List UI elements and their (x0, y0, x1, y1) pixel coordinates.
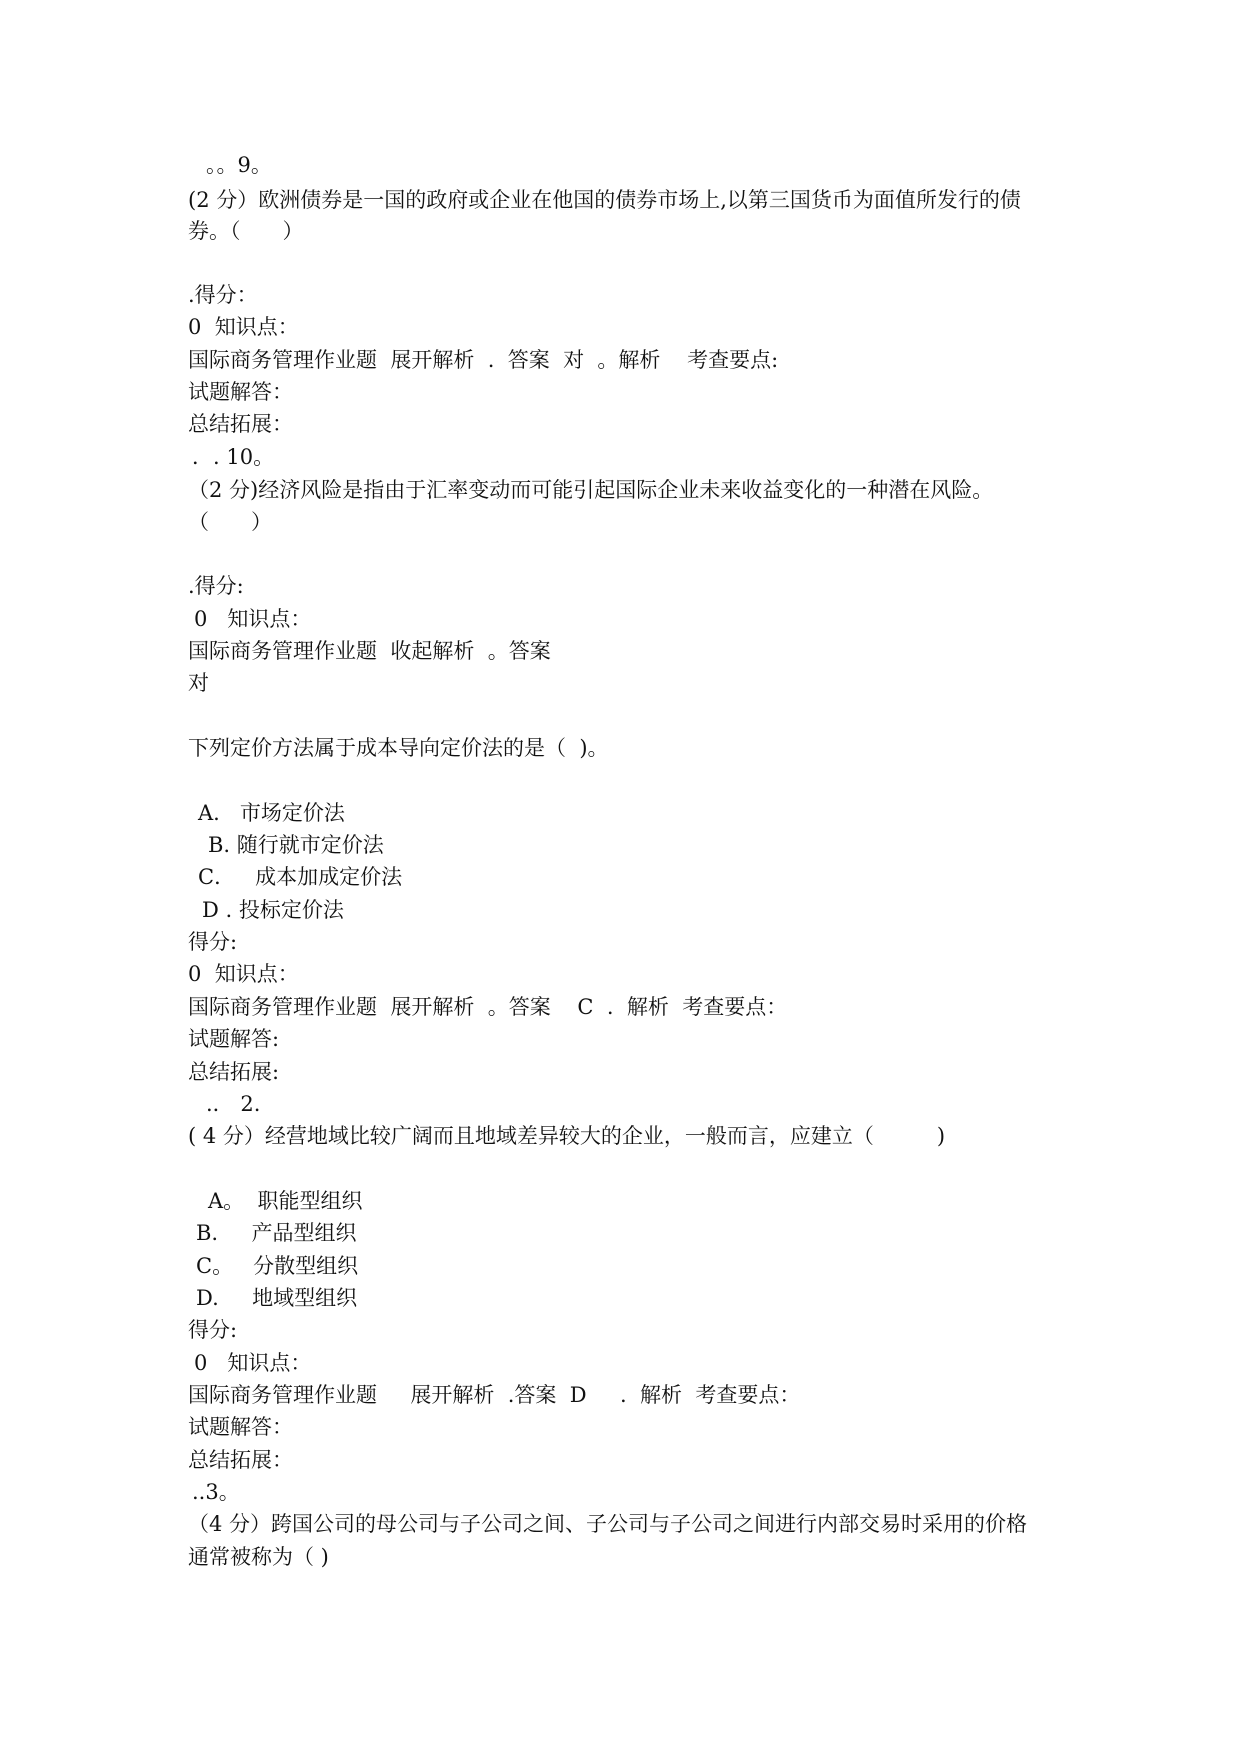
question-number-9: 。。9。 (206, 153, 272, 177)
solution-label: 试题解答： (188, 380, 293, 404)
solution-label: 试题解答: (188, 1027, 280, 1051)
knowledge-point-label: 0 知识点： (194, 1351, 312, 1375)
question-number-3: ..3。 (192, 1480, 240, 1504)
question-10-text-cont: （ ） (188, 510, 272, 534)
score-label: 得分: (188, 930, 238, 954)
knowledge-point-label: 0 知识点： (194, 607, 312, 631)
question-number-2: .． 2. (206, 1092, 261, 1116)
solution-label: 试题解答： (188, 1415, 293, 1439)
option-c: C． 成本加成定价法 (198, 865, 403, 889)
question-3-text-cont: 通常被称为（ ) (188, 1545, 329, 1569)
answer-line: 国际商务管理作业题 展开解析 . 答案 对 。解析 考查要点: (188, 348, 779, 372)
question-2-text: ( 4 分）经营地域比较广阔而且地域差异较大的企业，一般而言，应建立（ ) (188, 1124, 946, 1148)
option-d: D . 投标定价法 (202, 898, 344, 922)
score-label: 得分: (188, 1318, 238, 1342)
option-b: B. 产品型组织 (196, 1221, 357, 1245)
question-pricing-text: 下列定价方法属于成本导向定价法的是（ )。 (188, 736, 609, 760)
score-label: .得分： (188, 283, 258, 307)
summary-label: 总结拓展： (188, 412, 293, 436)
question-3-text: （4 分）跨国公司的母公司与子公司之间、子公司与子公司之间进行内部交易时采用的价格 (188, 1512, 1028, 1536)
summary-label: 总结拓展： (188, 1448, 293, 1472)
option-a: A。 职能型组织 (208, 1189, 363, 1213)
option-a: A. 市场定价法 (198, 801, 345, 825)
option-c: C。 分散型组织 (196, 1254, 359, 1278)
knowledge-point-label: 0 知识点： (188, 315, 299, 339)
answer-line: 国际商务管理作业题 展开解析 .答案 D . 解析 考查要点： (188, 1383, 801, 1407)
score-label: .得分: (188, 574, 244, 598)
answer-value: 对 (188, 671, 209, 695)
answer-line: 国际商务管理作业题 展开解析 。答案 C . 解析 考查要点： (188, 995, 788, 1019)
question-10-text: （2 分)经济风险是指由于汇率变动而可能引起国际企业未来收益变化的一种潜在风险。 (188, 478, 994, 502)
question-9-text: (2 分）欧洲债券是一国的政府或企业在他国的债券市场上,以第三国货币为面值所发行的债 (188, 188, 1021, 212)
option-b: B. 随行就市定价法 (208, 833, 384, 857)
summary-label: 总结拓展: (188, 1060, 280, 1084)
question-9-text-cont: 券。（ ） (188, 219, 304, 243)
option-d: D. 地域型组织 (196, 1286, 358, 1310)
knowledge-point-label: 0 知识点： (188, 962, 299, 986)
answer-line: 国际商务管理作业题 收起解析 。答案 (188, 639, 551, 663)
question-number-10: ．. 10。 (192, 445, 275, 469)
